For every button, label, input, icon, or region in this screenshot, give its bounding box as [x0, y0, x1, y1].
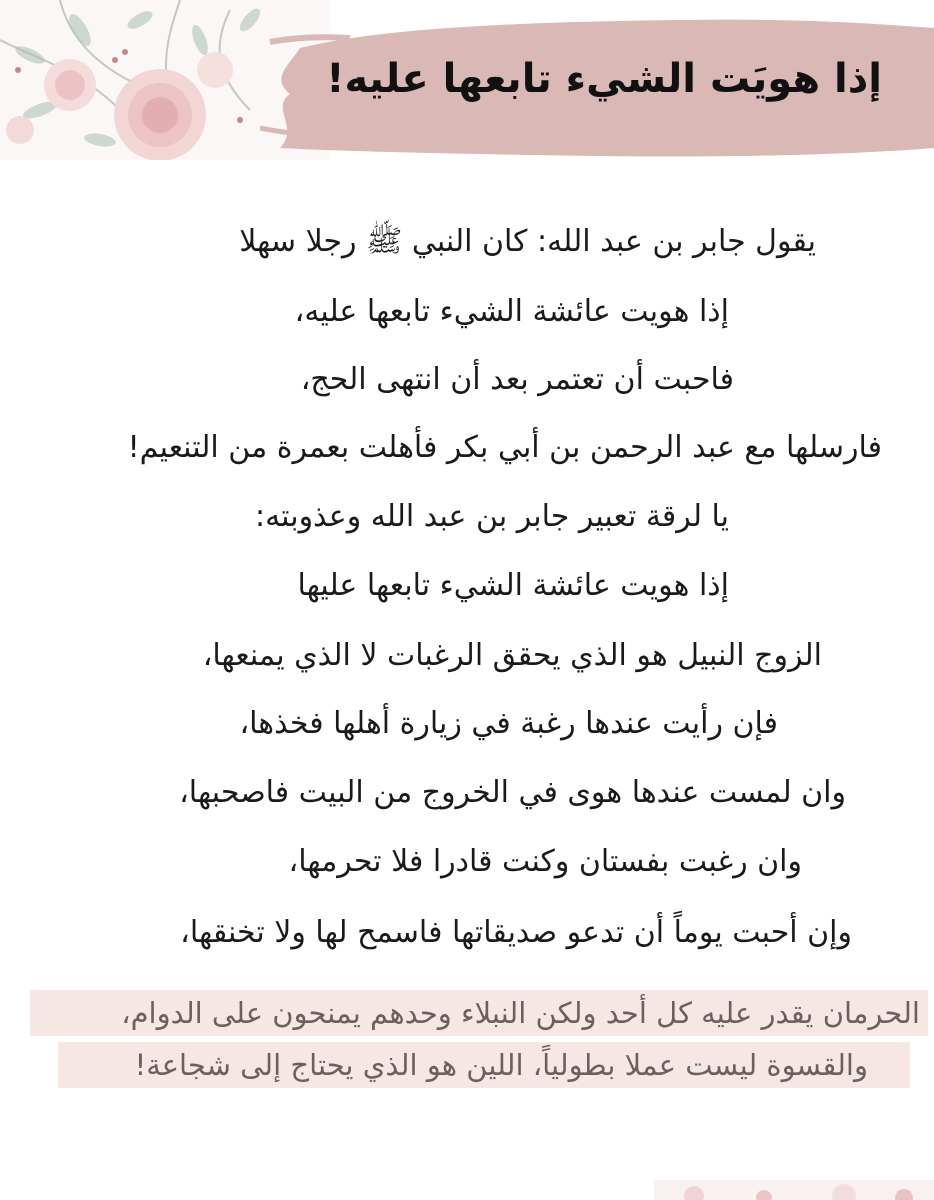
text-line: يقول جابر بن عبد الله: كان النبي ﷺ رجلا سهلا: [239, 224, 816, 259]
text-line: فارسلها مع عبد الرحمن بن أبي بكر فأهلت بعمرة من التنعيم!: [127, 430, 882, 465]
highlighted-line: والقسوة ليست عملا بطولياً، اللين هو الذي يحتاج إلى شجاعة!: [134, 1048, 868, 1082]
highlighted-line: الحرمان يقدر عليه كل أحد ولكن النبلاء وحدهم يمنحون على الدوام،: [121, 996, 920, 1030]
text-line: وان رغبت بفستان وكنت قادرا فلا تحرمها،: [288, 844, 802, 879]
text-line: إذا هويت عائشة الشيء تابعها عليه،: [294, 294, 729, 329]
text-line: وان لمست عندها هوى في الخروج من البيت فاصحبها،: [179, 775, 846, 810]
text-line: فإن رأيت عندها رغبة في زيارة أهلها فخذها،: [239, 706, 778, 741]
page-title: إذا هويَت الشيء تابعها عليه!: [326, 56, 882, 102]
text-line: فاحبت أن تعتمر بعد أن انتهى الحج،: [300, 362, 734, 397]
text-line: وإن أحبت يوماً أن تدعو صديقاتها فاسمح لها ولا تخنقها،: [180, 915, 852, 950]
text-line: الزوج النبيل هو الذي يحقق الرغبات لا الذي يمنعها،: [202, 638, 822, 673]
floral-decoration-bottom-icon: [654, 1170, 934, 1200]
text-line: إذا هويت عائشة الشيء تابعها عليها: [297, 568, 729, 603]
text-line: يا لرقة تعبير جابر بن عبد الله وعذوبته:: [254, 499, 729, 534]
